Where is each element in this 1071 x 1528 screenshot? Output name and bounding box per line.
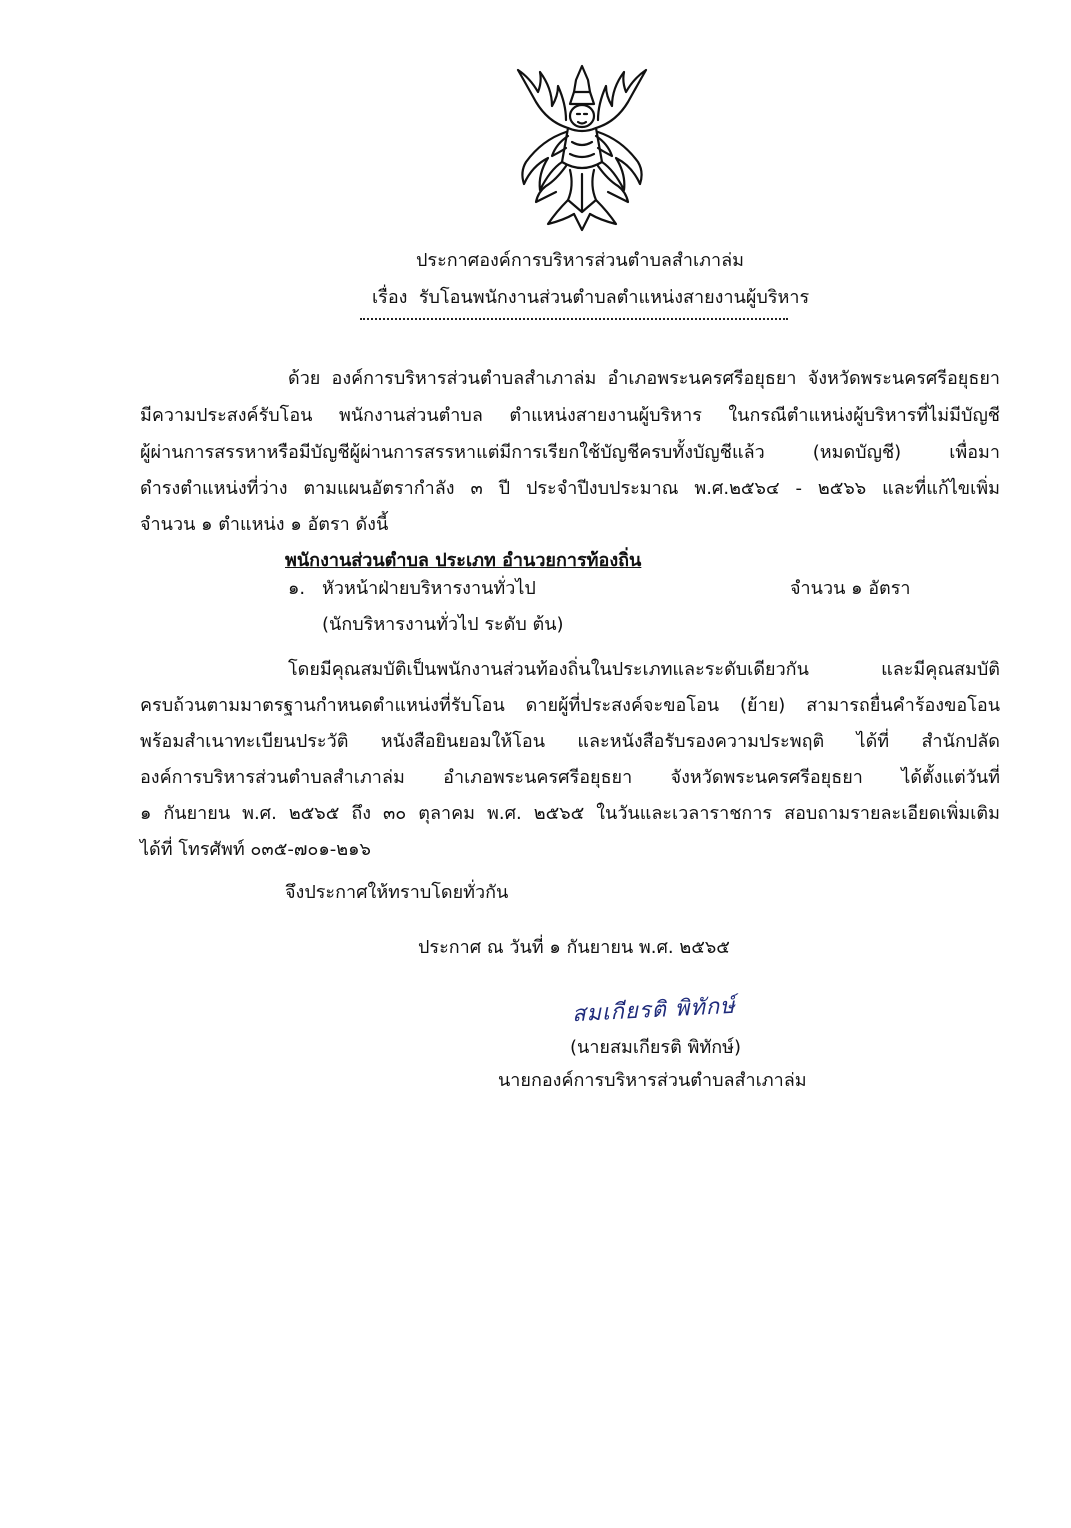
para2-line-1: โดยมีคุณสมบัติเป็นพนักงานส่วนท้องถิ่นในประเภทและระดับเดียวกัน และมีคุณสมบัติ [288,659,1000,680]
document-title: ประกาศองค์การบริหารส่วนตำบลสำเภาล่ม [416,250,745,271]
position-detail: (นักบริหารงานทั่วไป ระดับ ต้น) [322,614,564,635]
para1-line-1: ด้วย องค์การบริหารส่วนตำบลสำเภาล่ม อำเภอพระนครศรีอยุธยา จังหวัดพระนครศรีอยุธยา [288,368,1000,389]
position-title: หัวหน้าฝ่ายบริหารงานทั่วไป [322,578,536,599]
para1-line-2: มีความประสงค์รับโอน พนักงานส่วนตำบล ตำแหน่งสายงานผู้บริหาร ในกรณีตำแหน่งผู้บริหารที่ไม่มีบัญชี [140,405,1000,426]
para1-line-4: ดำรงตำแหน่งที่ว่าง ตามแผนอัตรากำลัง ๓ ปี ประจำปีงบประมาณ พ.ศ.๒๕๖๔ - ๒๕๖๖ และที่แก้ไขเพิ่ม [140,478,1000,499]
para2-line-2: ครบถ้วนตามมาตรฐานกำหนดตำแหน่งที่รับโอน ดายผู้ที่ประสงค์จะขอโอน (ย้าย) สามารถยื่นคำร้องขอโอน [140,695,1000,716]
header-divider [360,318,788,320]
position-number: ๑. [288,578,306,599]
para1-line-5: จำนวน ๑ ตำแหน่ง ๑ อัตรา ดังนี้ [140,514,389,535]
announce-line: จึงประกาศให้ทราบโดยทั่วกัน [285,882,509,903]
date-line: ประกาศ ณ วันที่ ๑ กันยายน พ.ศ. ๒๕๖๕ [418,937,730,958]
garuda-emblem-icon [508,62,656,234]
subject-label: เรื่อง [372,287,408,308]
para2-line-6: ได้ที่ โทรศัพท์ ๐๓๕-๗๐๑-๒๑๖ [140,839,371,860]
position-count: จำนวน ๑ อัตรา [790,578,911,599]
signer-position: นายกองค์การบริหารส่วนตำบลสำเภาล่ม [498,1070,807,1091]
para2-line-5: ๑ กันยายน พ.ศ. ๒๕๖๕ ถึง ๓๐ ตุลาคม พ.ศ. ๒๕๖๕ ในวันและเวลาราชการ สอบถามรายละเอียดเพิ่มเติม [140,803,1000,824]
subject-line [372,285,809,311]
para2-line-4: องค์การบริหารส่วนตำบลสำเภาล่ม อำเภอพระนครศรีอยุธยา จังหวัดพระนครศรีอยุธยา ได้ตั้งแต่วันที่ [140,767,1000,788]
signer-name: (นายสมเกียรติ พิทักษ์) [570,1037,742,1058]
para2-line-3: พร้อมสำเนาทะเบียนประวัติ หนังสือยินยอมให้โอน และหนังสือรับรองความประพฤติ ได้ที่ สำนักปลัด [140,731,1000,752]
section-heading: พนักงานส่วนตำบล ประเภท อำนวยการท้องถิ่น [285,550,642,571]
subject-text: รับโอนพนักงานส่วนตำบลตำแหน่งสายงานผู้บริหาร [418,287,810,308]
para1-line-3: ผู้ผ่านการสรรหาหรือมีบัญชีผู้ผ่านการสรรหาแต่มีการเรียกใช้บัญชีครบทั้งบัญชีแล้ว (หมดบัญชี) เพื่อมา [140,442,1000,463]
handwritten-signature: สมเกียรติ พิทักษ์ [571,993,737,1028]
